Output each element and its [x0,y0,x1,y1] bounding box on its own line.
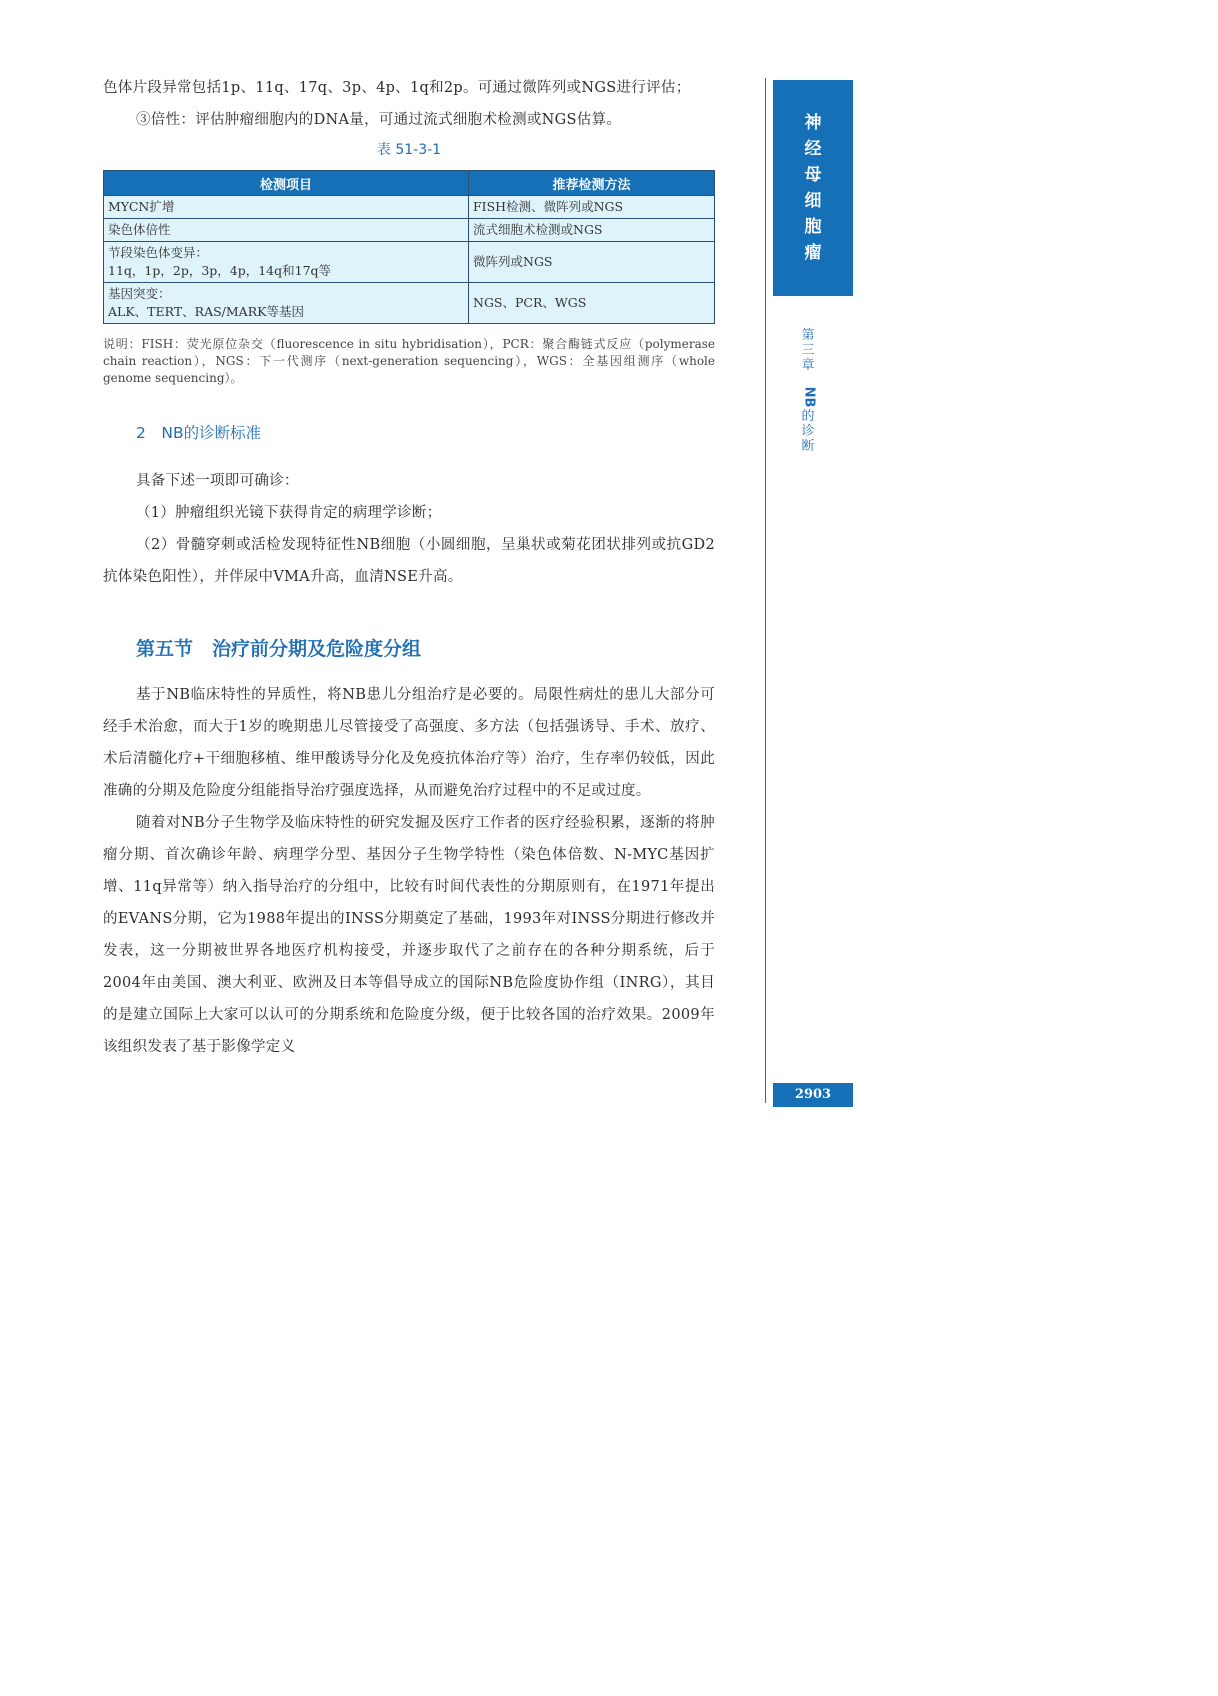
table-cell-item [104,219,469,242]
title-char: 胞 [804,217,822,237]
item-text: 基因突变： [108,286,171,301]
table-cell-item [104,283,469,324]
item-text: MYCN扩增 [108,199,175,214]
sidebar-rule [765,78,766,1103]
title-char: 母 [804,165,822,185]
diagnosis-item-1: （1）肿瘤组织光镜下获得肯定的病理学诊断； [136,505,442,521]
table-row [104,196,715,219]
book-title-tab [773,80,853,296]
table-note: 说明：FISH：荧光原位杂交（fluorescence in situ hybridisation），PCR：聚合酶链式反应（polymerase chain reaction），NGS：下一代测序（next-generation sequencing），WGS：全基因组测序（whole genome sequencing）。 [103,337,715,385]
item-text: 染色体倍性 [108,222,171,237]
table-cell-item [104,196,469,219]
table-cell-method: NGS、PCR、WGS [469,283,715,324]
column-header-method: 推荐检测方法 [469,171,715,196]
title-char: 细 [804,191,822,211]
diagnosis-item-2: （2）骨髓穿刺或活检发现特征性NB细胞（小圆细胞，呈巢状或菊花团状排列或抗GD2抗体染色阳性），并伴尿中VMA升高，血清NSE升高。 [103,537,715,585]
table-cell-method: 流式细胞术检测或NGS [469,219,715,242]
title-char: 瘤 [804,243,822,263]
staging-paragraph-1: 基于NB临床特性的异质性，将NB患儿分组治疗是必要的。局限性病灶的患儿大部分可经手术治愈，而大于1岁的晚期患儿尽管接受了高强度、多方法（包括强诱导、手术、放疗、术后清髓化疗+干细胞移植、维甲酸诱导分化及免疫抗体治疗等）治疗，生存率仍较低，因此准确的分期及危险度分组能指导治疗强度选择，从而避免治疗过程中的不足或过度。 [103,687,715,799]
chapter-char: 三 [801,343,815,358]
diagnosis-lead: 具备下述一项即可确诊： [136,473,299,489]
section-heading-diagnosis: 2 NB的诊断标准 [136,424,262,442]
table-caption: 表 51-3-1 [376,142,442,158]
table-row [104,283,715,324]
intro-paragraph: 色体片段异常包括1p、11q、17q、3p、4p、1q和2p。可通过微阵列或NGS进行评估； [103,80,691,96]
staging-paragraph-2: 随着对NB分子生物学及临床特性的研究发掘及医疗工作者的医疗经验积累，逐渐的将肿瘤分期、首次确诊年龄、病理学分型、基因分子生物学特性（染色体倍数、N-MYC基因扩增、11q异常等）纳入指导治疗的分组中，比较有时间代表性的分期原则有，在1971年提出的EVANS分期，它为1988年提出的INSS分期奠定了基础，1993年对INSS分期进行修改并发表，这一分期被世界各地医疗机构接受，并逐步取代了之前存在的各种分期系统，后于2004年由美国、澳大利亚、欧洲及日本等倡导成立的国际NB危险度协作组（INRG），其目的是建立国际上大家可以认可的分期系统和危险度分级，便于比较各国的治疗效果。2009年该组织发表了基于影像学定义 [103,815,715,1055]
chapter-nb: NB [800,386,816,408]
item-text: 节段染色体变异： [108,245,209,260]
detection-table [103,170,715,324]
chapter-char: 断 [801,439,815,454]
page-number: 2903 [773,1083,853,1107]
title-char: 神 [804,113,822,133]
item-subtext: ALK、TERT、RAS/MARK等基因 [108,304,304,319]
chapter-char: 诊 [801,424,815,439]
chapter-char: 章 [801,358,815,373]
table-header-row [104,171,715,196]
chapter-char: 第 [801,328,815,343]
table-cell-method: 微阵列或NGS [469,242,715,283]
main-column [103,72,715,1063]
table-cell-item [104,242,469,283]
section-heading-staging: 第五节 治疗前分期及危险度分组 [136,638,422,660]
table-row [104,219,715,242]
table-cell-method: FISH检测、微阵列或NGS [469,196,715,219]
column-header-item: 检测项目 [104,171,469,196]
chapter-label [796,328,820,454]
item-subtext: 11q，1p，2p，3p，4p，14q和17q等 [108,263,332,278]
chapter-char: 的 [801,409,815,424]
title-char: 经 [804,139,822,159]
ploidy-paragraph: ③倍性：评估肿瘤细胞内的DNA量，可通过流式细胞术检测或NGS估算。 [136,112,622,128]
table-row [104,242,715,283]
